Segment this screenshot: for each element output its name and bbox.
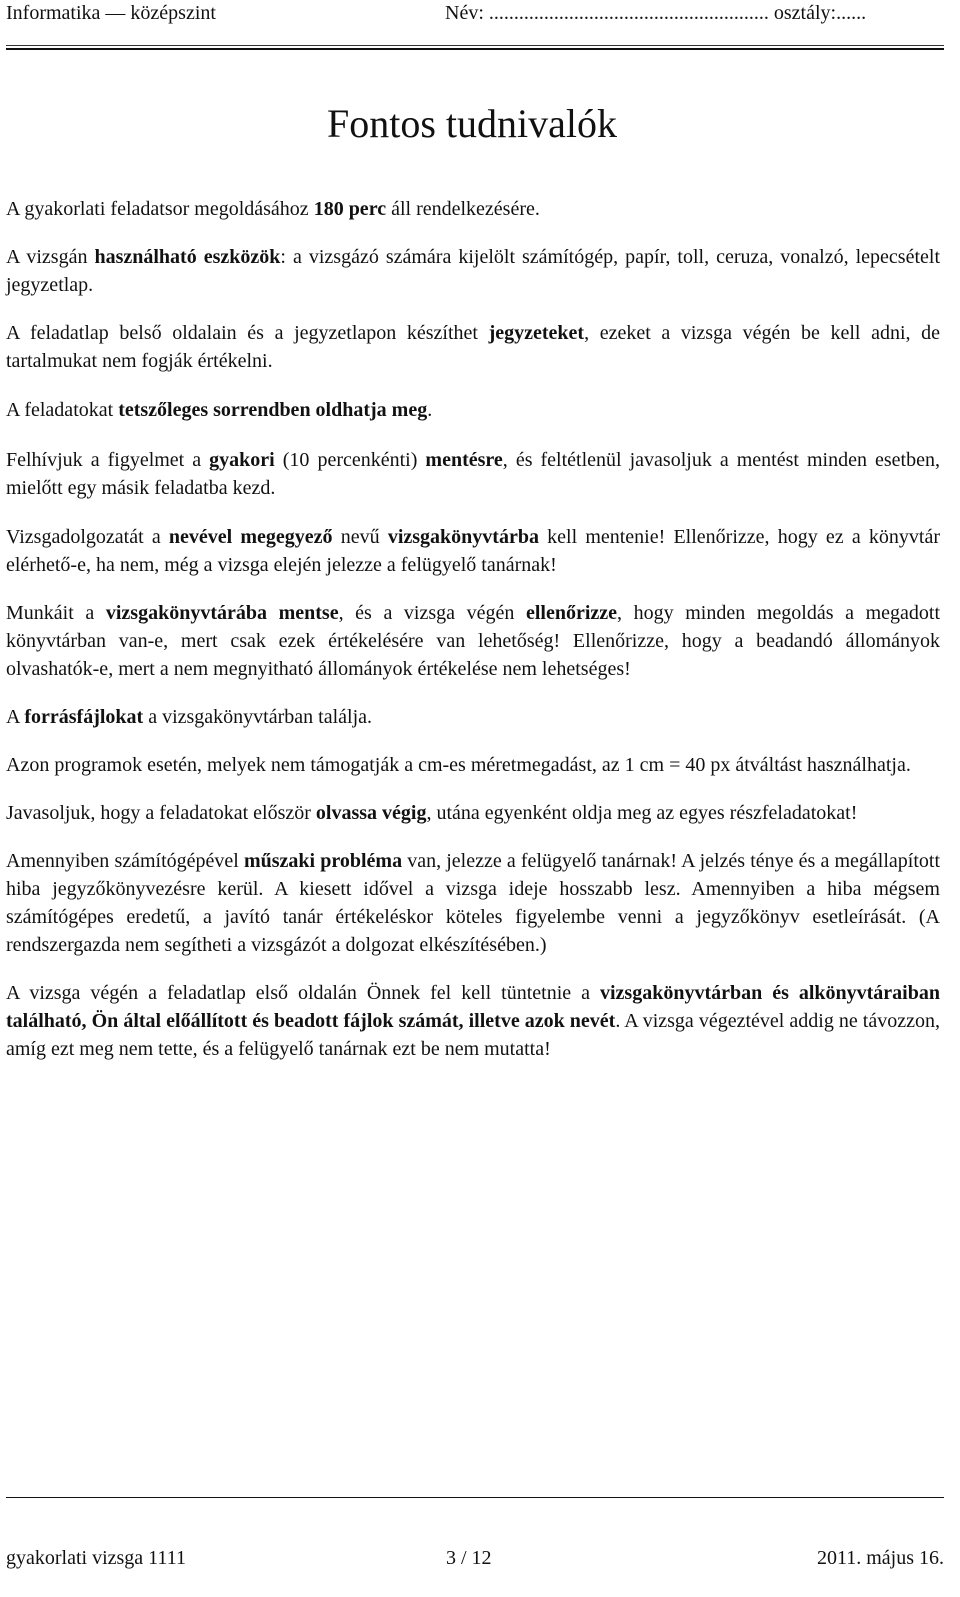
exam-date: 2011. május 16. [816, 1547, 944, 1569]
paragraph-check [6, 599, 940, 683]
paragraph-text: a vizsgakönyvtárban találja. [143, 706, 373, 728]
paragraph-text: Azon programok esetén, melyek nem támogatják a cm-es méretmegadást, az 1 cm = 40 px átváltást használhatja. [6, 754, 911, 776]
paragraph-text: A gyakorlati feladatsor megoldásához [6, 198, 314, 220]
paragraph-text: Vizsgadolgozatát a [6, 526, 169, 548]
paragraph-technical-problem [6, 847, 940, 959]
paragraph-text: (10 percenkénti) [274, 449, 426, 471]
paragraph-order [6, 396, 940, 424]
paragraph-text: A [6, 706, 25, 728]
emphasized-text: olvassa végig [315, 802, 427, 824]
emphasized-text: jegyzeteket [488, 322, 585, 344]
paragraph-text: Munkáit a [6, 602, 106, 624]
header-divider [6, 45, 944, 46]
exam-code: gyakorlati vizsga 1111 [6, 1547, 186, 1569]
paragraph-text: . [427, 399, 433, 421]
paragraph-time [6, 195, 940, 223]
paragraph-units [6, 751, 940, 779]
paragraph-text: , és a vizsga végén [338, 602, 526, 624]
paragraph-tools [6, 243, 940, 299]
emphasized-text: forrásfájlokat [24, 706, 144, 728]
paragraph-sources [6, 703, 940, 731]
paragraph-exam-folder [6, 523, 940, 579]
page-number: 3 / 12 [446, 1547, 492, 1569]
emphasized-text: gyakori [209, 449, 275, 471]
paragraph-text: , hogy minden megoldás a megadott könyvtárban van-e, mert csak ezek értékelésére van lehetőség! Ellenőrizze, hogy a beadandó állományok olvashatók-e, mert a nem megnyitható állományok értékelése nem lehetséges! [6, 602, 940, 680]
page-footer [6, 1544, 944, 1572]
name-class-field: Név: ........................................................ osztály:...... [445, 2, 867, 24]
paragraph-text: Felhívjuk a figyelmet a [6, 449, 210, 471]
paragraph-text: , és feltétlenül javasoljuk a mentést minden esetben, mielőtt egy másik feladatba kezd. [6, 449, 940, 499]
paragraph-notes [6, 319, 940, 375]
footer-divider [6, 1497, 944, 1498]
paragraph-text: A vizsga végén a feladatlap első oldalán Önnek fel kell tüntetnie a [6, 982, 600, 1004]
emphasized-text: vizsgakönyvtárába mentse [105, 602, 339, 624]
header-divider-thick [6, 48, 944, 50]
paragraph-text: , utána egyenként oldja meg az egyes részfeladatokat! [426, 802, 858, 824]
paragraph-text: Javasoljuk, hogy a feladatokat először [6, 802, 316, 824]
emphasized-text: mentésre [425, 449, 503, 471]
paragraph-text: nevű [332, 526, 388, 548]
paragraph-text: van, jelezze a felügyelő tanárnak! A jelzés ténye és a megállapított hiba jegyzőkönyvezésre kerül. A kiesett idővel a vizsga ideje hosszabb lesz. Amennyiben a hiba mégsem számítógépes eredetű, a javító tanár értékeléskor köteles figyelembe venni a jegyzőkönyv esetleírását. (A rendszergazda nem segítheti a vizsgázót a dolgozat elkészítésében.) [6, 850, 940, 956]
paragraph-text: , ezeket a vizsga végén be kell adni, de tartalmukat nem fogják értékelni. [6, 322, 940, 372]
page-title: Fontos tudnivalók [326, 101, 618, 146]
paragraph-text: áll rendelkezésére. [386, 198, 540, 220]
subject-label: Informatika — középszint [6, 2, 216, 24]
emphasized-text: 180 perc [313, 198, 387, 220]
instructions-body [6, 195, 940, 1063]
emphasized-text: tetszőleges sorrendben oldhatja meg [118, 399, 428, 421]
paragraph-text: A feladatokat [6, 399, 119, 421]
paragraph-text: Amennyiben számítógépével [6, 850, 244, 872]
paragraph-text: kell mentenie! Ellenőrizze, hogy ez a könyvtár elérhető-e, ha nem, még a vizsga elején jelezze a felügyelő tanárnak! [6, 526, 940, 576]
emphasized-text: műszaki probléma [243, 850, 403, 872]
paragraph-text: A vizsgán [6, 246, 95, 268]
paragraph-end-of-exam [6, 979, 940, 1063]
paragraph-text: A feladatlap belső oldalain és a jegyzetlapon készíthet [6, 322, 489, 344]
paragraph-saving [6, 446, 940, 502]
emphasized-text: használható eszközök [94, 246, 281, 268]
page-header [6, 0, 944, 26]
emphasized-text: ellenőrizze [525, 602, 618, 624]
paragraph-text: . A vizsga végeztével addig ne távozzon, amíg ezt meg nem tette, és a felügyelő tanárnak ezt be nem mutatta! [6, 1010, 940, 1060]
emphasized-text: vizsgakönyvtárban és alkönyvtáraiban található, Ön által előállított és beadott fájlok számát, illetve azok nevét [6, 982, 940, 1032]
paragraph-read-first [6, 799, 940, 827]
paragraph-text: : a vizsgázó számára kijelölt számítógép, papír, toll, ceruza, vonalzó, lepecsételt jegyzetlap. [6, 246, 941, 296]
emphasized-text: vizsgakönyvtárba [387, 526, 539, 548]
emphasized-text: nevével megegyező [168, 526, 333, 548]
